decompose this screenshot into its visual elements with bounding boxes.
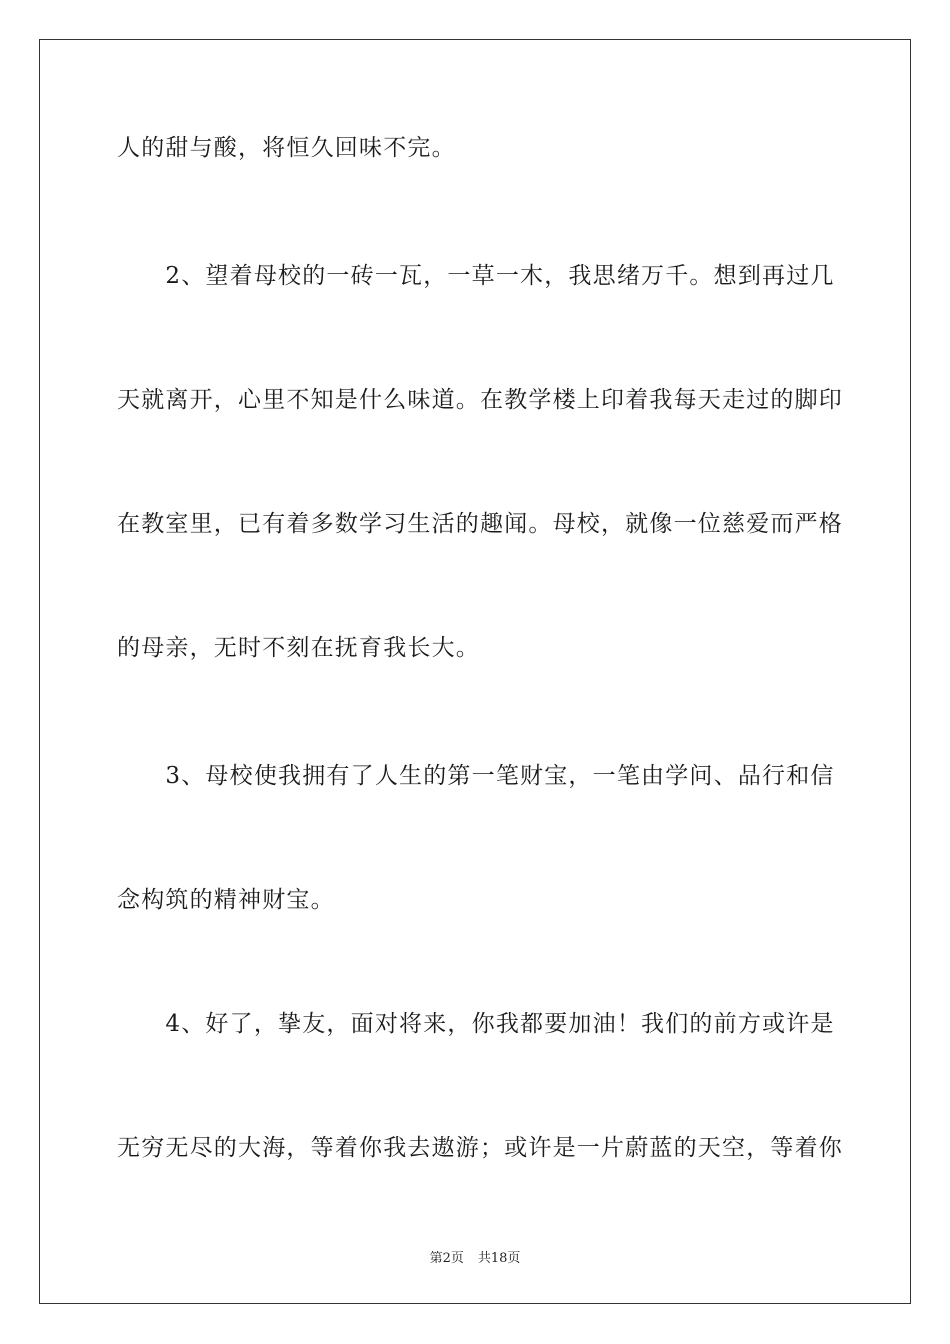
page-total: 共18页 [477,1251,521,1266]
page-border [39,39,911,1304]
page-number: 第2页 [429,1251,464,1266]
text-line: 3、母校使我拥有了人生的第一笔财宝，一笔由学问、品行和信 [117,763,835,789]
text-line: 人的甜与酸，将恒久回味不完。 [117,135,456,161]
text-line: 4、好了，挚友，面对将来，你我都要加油！我们的前方或许是 [117,1011,835,1037]
text-line: 无穷无尽的大海，等着你我去遨游；或许是一片蔚蓝的天空，等着你 [117,1135,843,1161]
text-line: 念构筑的精神财宝。 [117,887,335,913]
text-line: 的母亲，无时不刻在抚育我长大。 [117,635,480,661]
text-line: 在教室里，已有着多数学习生活的趣闻。母校，就像一位慈爱而严格 [117,511,843,537]
text-line: 2、望着母校的一砖一瓦，一草一木，我思绪万千。想到再过几 [117,263,835,289]
page-footer [0,1247,950,1266]
text-line: 天就离开，心里不知是什么味道。在教学楼上印着我每天走过的脚印 [117,387,843,413]
